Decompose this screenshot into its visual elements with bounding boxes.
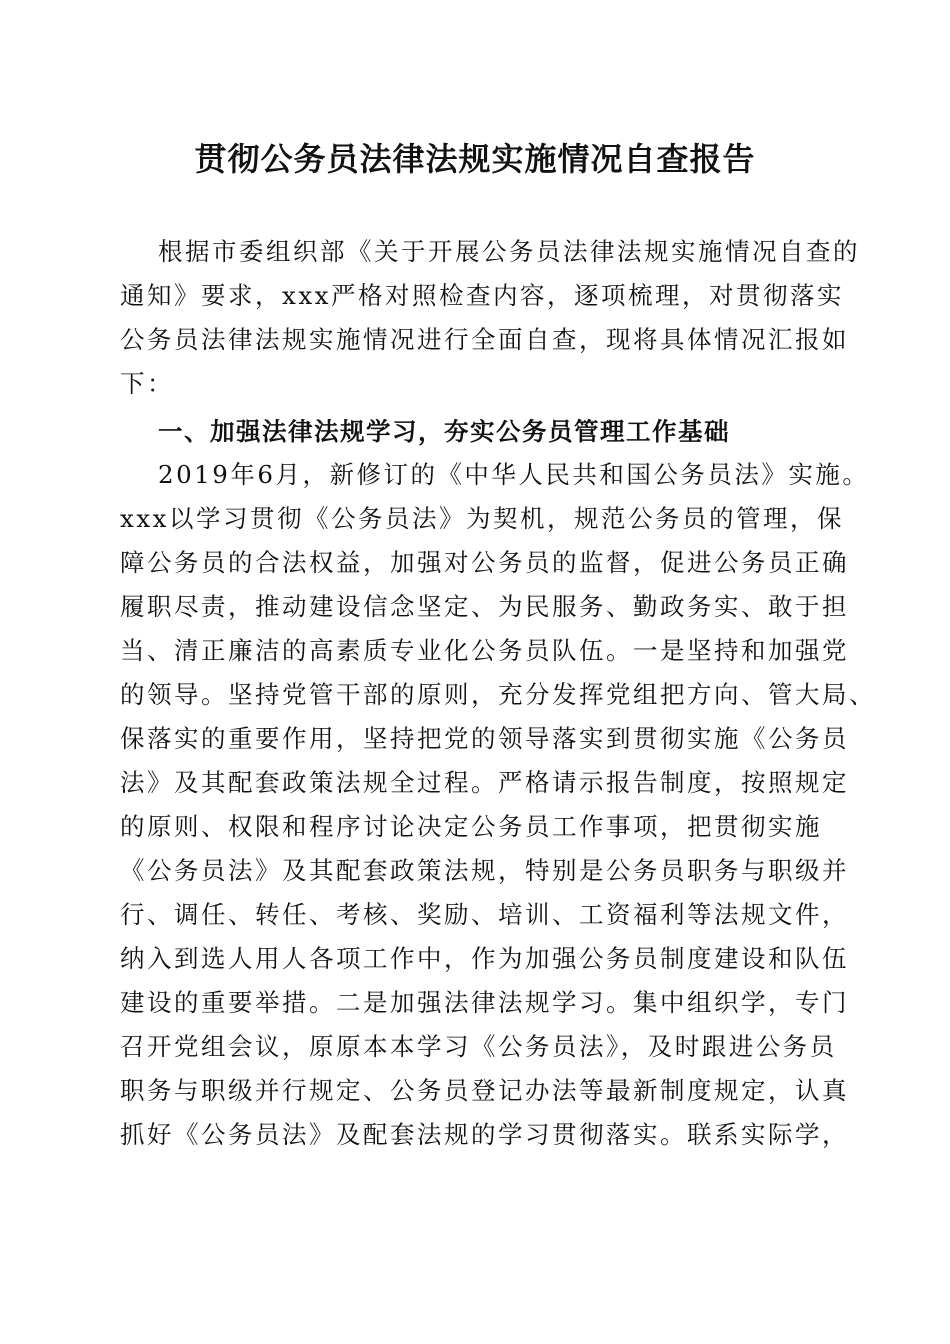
body-line: 法》及其配套政策法规全过程。严格请示报告制度，按照规定 xyxy=(120,768,849,797)
body-line: xxx以学习贯彻《公务员法》为契机，规范公务员的管理，保 xyxy=(120,504,844,533)
body-line: 建设的重要举措。二是加强法律法规学习。集中组织学，专门 xyxy=(120,988,849,1017)
body-line: 行、调任、转任、考核、奖励、培训、工资福利等法规文件， xyxy=(120,900,849,929)
body-line: 障公务员的合法权益，加强对公务员的监督，促进公务员正确 xyxy=(120,548,849,577)
body-line: 《公务员法》及其配套政策法规，特别是公务员职务与职级并 xyxy=(120,856,849,885)
body-line: 保落实的重要作用，坚持把党的领导落实到贯彻实施《公务员 xyxy=(120,724,849,753)
section-heading: 一、加强法律法规学习，夯实公务员管理工作基础 xyxy=(158,417,730,446)
body-line: 当、清正廉洁的高素质专业化公务员队伍。一是坚持和加强党 xyxy=(120,636,849,665)
body-line: 纳入到选人用人各项工作中，作为加强公务员制度建设和队伍 xyxy=(120,944,849,973)
body-line: 召开党组会议，原原本本学习《公务员法》，及时跟进公务员 xyxy=(120,1032,837,1061)
intro-line: 公务员法律法规实施情况进行全面自查，现将具体情况汇报如 xyxy=(120,325,849,354)
intro-line: 根据市委组织部《关于开展公务员法律法规实施情况自查的 xyxy=(158,237,860,266)
body-line: 履职尽责，推动建设信念坚定、为民服务、勤政务实、敢于担 xyxy=(120,592,849,621)
body-line: 2019年6月，新修订的《中华人民共和国公务员法》实施。 xyxy=(158,460,870,489)
intro-line: 通知》要求，xxx严格对照检查内容，逐项梳理，对贯彻落实 xyxy=(120,281,844,310)
body-line: 职务与职级并行规定、公务员登记办法等最新制度规定，认真 xyxy=(120,1076,849,1105)
body-line: 的原则、权限和程序讨论决定公务员工作事项，把贯彻实施 xyxy=(120,812,822,841)
document-title: 贯彻公务员法律法规实施情况自查报告 xyxy=(194,140,756,178)
body-line: 抓好《公务员法》及配套法规的学习贯彻落实。联系实际学， xyxy=(120,1120,849,1149)
body-line: 的领导。坚持党管干部的原则，充分发挥党组把方向、管大局、 xyxy=(120,680,876,709)
intro-line: 下： xyxy=(120,369,174,398)
